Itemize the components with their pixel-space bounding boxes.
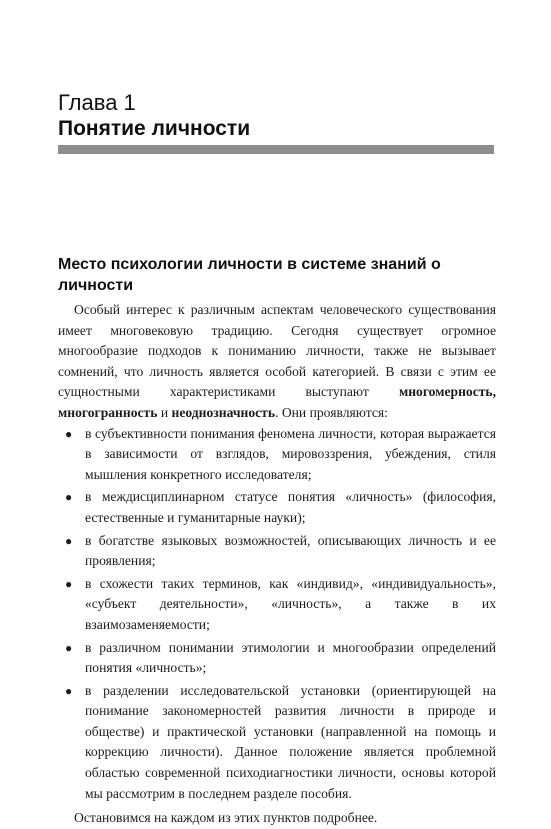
list-item: [58, 424, 496, 486]
intro-paragraph: [58, 300, 496, 424]
chapter-title: Понятие личности: [58, 117, 251, 140]
bullet-icon: ●: [65, 490, 73, 505]
bullet-list: [58, 424, 496, 805]
chapter-label: Глава 1: [58, 90, 136, 115]
intro-text-end: . Они проявляются:: [275, 404, 388, 420]
list-item-text: в междисциплинарном статусе понятия «личность» (философия, естественные и гуманитарные науки);: [85, 489, 496, 525]
intro-bold-term-2: неоднозначность: [171, 404, 276, 420]
intro-bold-terms: многомерность, многогранность: [58, 384, 496, 420]
list-item: [58, 531, 496, 572]
bullet-icon: ●: [65, 533, 73, 548]
list-item: [58, 638, 496, 679]
list-item: [58, 487, 496, 528]
list-item-text: в разделении исследовательской установки (ориентирующей на понимание закономерностей развития личности в природе и обществе) и практической установки (направленной на помощь и коррекцию личности). Данное положение является проблемной областью современной психодиагностики личности, основы которой мы рассмотрим в последнем разделе пособия.: [85, 682, 496, 801]
chapter-header: [58, 90, 494, 141]
list-item: [58, 681, 496, 805]
list-item-text: в различном понимании этимологии и многообразии определений понятия «личность»;: [85, 639, 496, 676]
list-item-text: в субъективности понимания феномена личности, которая выражается в зависимости от взглядов, мировоззрения, убеждения, стиля мышления конкретного исследователя;: [85, 425, 496, 482]
bullet-icon: ●: [65, 426, 73, 441]
closing-paragraph: Остановимся на каждом из этих пунктов подробнее.: [74, 810, 378, 826]
bullet-icon: ●: [65, 640, 73, 655]
intro-text: Особый интерес к различным аспектам человеческого существования имеет многовековую традицию. Сегодня существует огромное многообразие подходов к пониманию личности, также не вызывает сомнений, что личность является особой категорией. В связи с этим ее сущностными характеристиками выступают: [58, 302, 496, 400]
intro-connector: и: [157, 404, 172, 420]
bullet-icon: ●: [65, 576, 73, 591]
list-item: [58, 574, 496, 636]
bullet-icon: ●: [65, 683, 73, 698]
list-item-text: в богатстве языковых возможностей, описывающих личность и ее проявления;: [85, 532, 496, 569]
section-title: Место психологии личности в системе знаний о личности: [58, 256, 441, 294]
chapter-rule: [58, 145, 494, 154]
body-text: [58, 300, 496, 829]
list-item-text: в схожести таких терминов, как «индивид», «индивидуальность», «субъект деятельности», «личность», а также в их взаимозаменяемости;: [85, 575, 496, 632]
